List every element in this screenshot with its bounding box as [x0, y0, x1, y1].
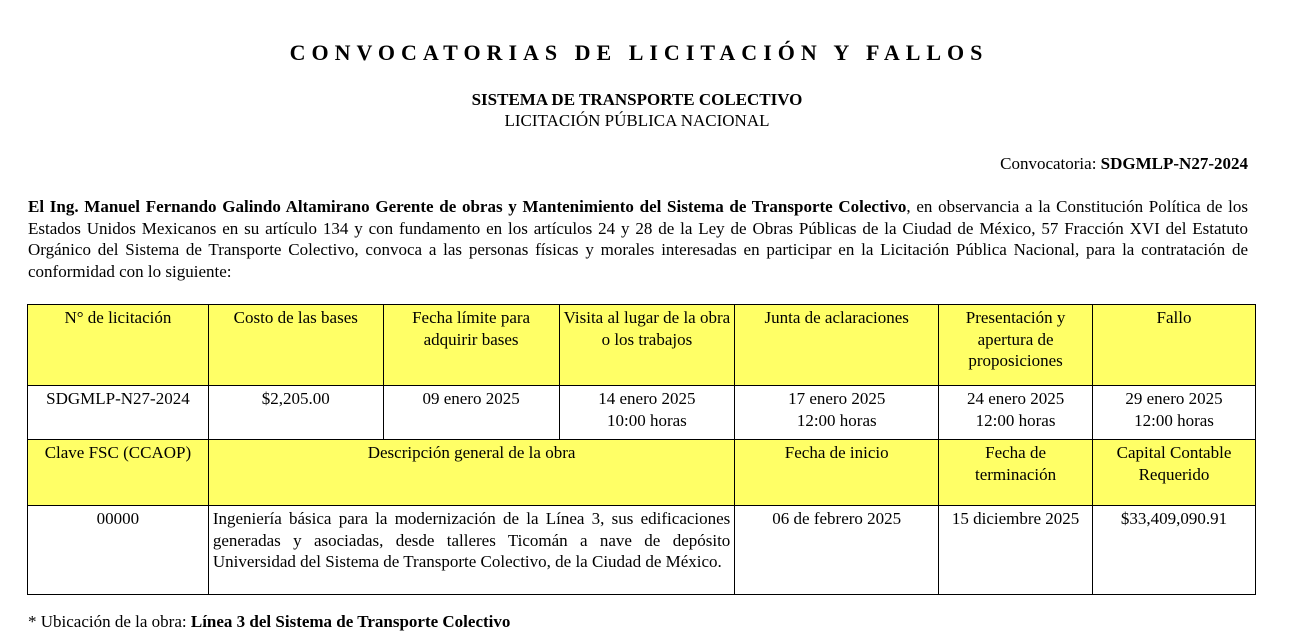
- presentacion-fecha: 24 enero 2025: [966, 389, 1065, 408]
- header-terminacion: Fecha de terminación: [939, 440, 1093, 506]
- convocatoria-label: Convocatoria:: [1000, 154, 1097, 173]
- header-visita: Visita al lugar de la obra o los trabajos: [559, 305, 735, 386]
- junta-hora: 12:00 horas: [796, 410, 877, 430]
- header-descripcion: Descripción general de la obra: [208, 440, 734, 506]
- header-junta: Junta de aclaraciones: [735, 305, 939, 386]
- table-header-row-2: [28, 440, 1256, 506]
- cell-inicio: 06 de febrero 2025: [735, 506, 939, 595]
- cell-descripcion: Ingeniería básica para la modernización de la Línea 3, sus edificaciones generadas y asociadas, desde talleres Ticomán a nave de depósito Universidad del Sistema de Transporte Colectivo, de la Ciudad de México.: [208, 506, 734, 595]
- junta-fecha: 17 enero 2025: [788, 389, 886, 408]
- header-capital: Capital Contable Requerido: [1093, 440, 1256, 506]
- fallo-fecha: 29 enero 2025: [1125, 389, 1223, 408]
- cell-numero: SDGMLP-N27-2024: [28, 386, 209, 440]
- table-header-row-1: [28, 305, 1256, 386]
- header-costo: Costo de las bases: [208, 305, 383, 386]
- table-row: [28, 386, 1256, 440]
- header-presentacion: Presentación y apertura de proposiciones: [939, 305, 1093, 386]
- fallo-hora: 12:00 horas: [1134, 410, 1214, 430]
- intro-text: , en observancia a la Constitución Política de los Estados Unidos Mexicanos en su artículo 134 y con fundamento en los artículos 24 y 28 de la Ley de Obras Públicas de la Ciudad de México, 57 Fracción XVI del Estatuto Orgánico del Sistema de Transporte Colectivo, convoca a las personas físicas y morales interesadas en participar en la Licitación Pública Nacional, para la contratación de conformidad con lo siguiente:: [28, 197, 1248, 281]
- table-row: [28, 506, 1256, 595]
- header-numero: N° de licitación: [28, 305, 209, 386]
- presentacion-hora: 12:00 horas: [975, 410, 1056, 430]
- tender-type: LICITACIÓN PÚBLICA NACIONAL: [504, 111, 770, 130]
- cell-terminacion: 15 diciembre 2025: [939, 506, 1093, 595]
- visita-hora: 10:00 horas: [607, 410, 687, 430]
- page-title: CONVOCATORIAS DE LICITACIÓN Y FALLOS: [289, 40, 989, 65]
- intro-paragraph: [28, 196, 1248, 282]
- header-fallo: Fallo: [1093, 305, 1256, 386]
- cell-presentacion: [939, 386, 1093, 440]
- header-inicio: Fecha de inicio: [735, 440, 939, 506]
- convocatoria-line: [1000, 154, 1248, 174]
- ubicacion-label: * Ubicación de la obra:: [28, 612, 187, 631]
- cell-visita: [559, 386, 735, 440]
- header-clave: Clave FSC (CCAOP): [28, 440, 209, 506]
- cell-junta: [735, 386, 939, 440]
- intro-signatory: El Ing. Manuel Fernando Galindo Altamirano Gerente de obras y Mantenimiento del Sistema de Transporte Colectivo: [28, 197, 907, 216]
- cell-fallo: [1093, 386, 1256, 440]
- tender-table: [27, 304, 1256, 595]
- cell-clave: 00000: [28, 506, 209, 595]
- cell-capital: $33,409,090.91: [1093, 506, 1256, 595]
- organization-name: SISTEMA DE TRANSPORTE COLECTIVO: [471, 90, 803, 109]
- visita-fecha: 14 enero 2025: [598, 389, 696, 408]
- header-fecha-limite: Fecha límite para adquirir bases: [383, 305, 559, 386]
- ubicacion-value: Línea 3 del Sistema de Transporte Colectivo: [190, 612, 511, 631]
- work-location: [28, 612, 510, 632]
- cell-costo: $2,205.00: [208, 386, 383, 440]
- convocatoria-number: SDGMLP-N27-2024: [1100, 154, 1248, 173]
- cell-fecha-limite: 09 enero 2025: [383, 386, 559, 440]
